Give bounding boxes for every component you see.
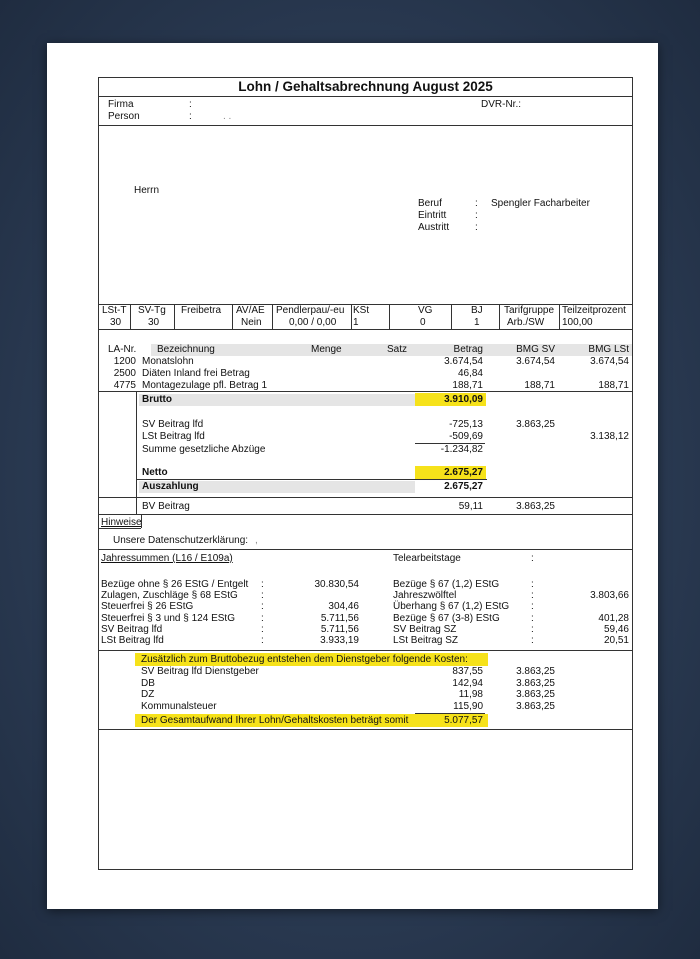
dvr-label: DVR-Nr.: [481, 99, 521, 110]
jahr-left-colon: : [261, 635, 264, 646]
jahr-left-value: 5.711,56 [320, 613, 359, 624]
jahr-right-label: SV Beitrag SZ [393, 624, 457, 635]
jahr-left-value: 304,46 [328, 601, 359, 612]
payslip-frame [98, 77, 633, 870]
col-bezeichnung: Bezeichnung [157, 344, 215, 355]
stat-header: SV-Tg [138, 305, 166, 316]
deduction-label: SV Beitrag lfd [142, 419, 204, 430]
row-betrag: 3.674,54 [444, 356, 483, 367]
stat-header: BJ [471, 305, 483, 316]
jahr-right-colon: : [531, 613, 534, 624]
row-bez: Monatslohn [142, 356, 194, 367]
austritt-colon: : [475, 222, 478, 233]
stat-value: 1 [353, 317, 359, 328]
employer-row-value: 115,90 [453, 701, 483, 712]
employer-row-label: SV Beitrag lfd Dienstgeber [141, 666, 259, 677]
deduction-betrag: -725,13 [449, 419, 483, 430]
stat-value: 0,00 / 0,00 [289, 317, 337, 328]
employer-row-bmg: 3.863,25 [516, 666, 555, 677]
deduction-bmgsv: 3.863,25 [516, 419, 555, 430]
stat-value: 30 [148, 317, 160, 328]
jahr-left-colon: : [261, 624, 264, 635]
col-bmg-sv: BMG SV [516, 344, 555, 355]
jahr-right-colon: : [531, 624, 534, 635]
jahr-right-label: Überhang § 67 (1,2) EStG [393, 601, 510, 612]
employer-row-label: Kommunalsteuer [141, 701, 217, 712]
jahr-right-value: 3.803,66 [590, 590, 629, 601]
eintritt-label: Eintritt [418, 210, 447, 221]
austritt-label: Austritt [418, 222, 450, 233]
beruf-colon: : [475, 198, 478, 209]
jahr-left-label: SV Beitrag lfd [101, 624, 163, 635]
employer-row-label: DZ [141, 689, 155, 700]
row-nr: 4775 [113, 380, 136, 391]
row-nr: 2500 [113, 368, 136, 379]
jahr-left-label: Bezüge ohne § 26 EStG / Entgelt [101, 579, 249, 590]
eintritt-colon: : [475, 210, 478, 221]
row-bmgsv: 3.674,54 [516, 356, 555, 367]
row-bmgsv: 188,71 [524, 380, 555, 391]
jahr-right-label: Jahreszwölftel [393, 590, 457, 601]
jahr-right-value: 401,28 [598, 613, 629, 624]
auszahlung-label: Auszahlung [142, 481, 199, 492]
col-betrag: Betrag [453, 344, 483, 355]
brutto-label: Brutto [142, 394, 172, 405]
col-menge: Menge [311, 344, 342, 355]
row-betrag: 188,71 [452, 380, 483, 391]
col-la-nr: LA-Nr. [108, 344, 137, 355]
jahr-left-colon: : [261, 613, 264, 624]
jahr-left-label: LSt Beitrag lfd [101, 635, 164, 646]
firma-colon: : [189, 99, 192, 110]
employer-total-label: Der Gesamtaufwand Ihrer Lohn/Gehaltskosten beträgt somit [141, 715, 409, 726]
stats-table [99, 304, 632, 329]
jahr-left-label: Steuerfrei § 26 EStG [101, 601, 194, 612]
stat-header: AV/AE [236, 305, 265, 316]
stat-header: KSt [353, 305, 370, 316]
telearbeit-colon: : [531, 553, 534, 564]
employer-row-bmg: 3.863,25 [516, 701, 555, 712]
jahr-left-colon: : [261, 590, 264, 601]
stat-header: VG [418, 305, 433, 316]
deduction-label: Summe gesetzliche Abzüge [142, 444, 266, 455]
employer-row-value: 142,94 [452, 678, 483, 689]
jahr-right-colon: : [531, 590, 534, 601]
row-bez: Diäten Inland frei Betrag [142, 368, 250, 379]
datenschutz-value: , [255, 535, 258, 546]
bv-value: 59,11 [458, 501, 483, 512]
auszahlung-value: 2.675,27 [444, 481, 483, 492]
bv-label: BV Beitrag [142, 501, 190, 512]
stat-value: 100,00 [562, 317, 593, 328]
employer-row-bmg: 3.863,25 [516, 678, 555, 689]
employer-row-label: DB [141, 678, 155, 689]
deduction-betrag: -509,69 [449, 431, 483, 442]
jahr-left-colon: : [261, 579, 264, 590]
jahr-left-value: 3.933,19 [320, 635, 359, 646]
jahr-right-colon: : [531, 579, 534, 590]
jahr-left-colon: : [261, 601, 264, 612]
stat-header: Teilzeitprozent [562, 305, 626, 316]
employer-row-value: 837,55 [452, 666, 483, 677]
jahr-right-label: LSt Beitrag SZ [393, 635, 459, 646]
row-bmglst: 3.674,54 [590, 356, 629, 367]
employer-row-value: 11,98 [458, 689, 483, 700]
page-title: Lohn / Gehaltsabrechnung August 2025 [238, 79, 493, 94]
stat-value: 30 [110, 317, 122, 328]
stat-header: Tarifgruppe [504, 305, 555, 316]
row-betrag: 46,84 [457, 368, 483, 379]
employer-intro: Zusätzlich zum Bruttobezug entstehen dem Dienstgeber folgende Kosten: [141, 654, 468, 665]
person-colon: : [189, 111, 192, 122]
jahr-left-value: 30.830,54 [314, 579, 359, 590]
row-nr: 1200 [113, 356, 136, 367]
stat-value: 0 [420, 317, 426, 328]
salutation: Herrn [134, 185, 160, 196]
payslip-sheet [47, 43, 658, 909]
col-satz: Satz [387, 344, 408, 355]
employer-total-value: 5.077,57 [444, 715, 483, 726]
jahr-right-label: Bezüge § 67 (1,2) EStG [393, 579, 500, 590]
row-bez: Montagezulage pfl. Betrag 1 [142, 380, 268, 391]
telearbeit-label: Telearbeitstage [393, 553, 461, 564]
jahr-right-label: Bezüge § 67 (3-8) EStG [393, 613, 500, 624]
jahr-right-value: 20,51 [603, 635, 629, 646]
jahressummen-label: Jahressummen (L16 / E109a) [101, 553, 233, 564]
stat-value: Nein [241, 317, 262, 328]
stat-header: Freibetra [181, 305, 222, 316]
jahr-right-colon: : [531, 601, 534, 612]
firma-label: Firma [108, 99, 134, 110]
jahr-left-label: Steuerfrei § 3 und § 124 EStG [101, 613, 235, 624]
deduction-bmglst: 3.138,12 [590, 431, 629, 442]
jahr-left-label: Zulagen, Zuschläge § 68 EStG [101, 590, 238, 601]
employer-row-bmg: 3.863,25 [516, 689, 555, 700]
person-label: Person [108, 111, 140, 122]
person-dots: . . [223, 111, 232, 122]
beruf-value: Spengler Facharbeiter [491, 198, 590, 209]
jahr-right-value: 59,46 [603, 624, 629, 635]
hinweise-label: Hinweise [101, 517, 142, 528]
bv-bmgsv: 3.863,25 [516, 501, 555, 512]
deduction-label: LSt Beitrag lfd [142, 431, 205, 442]
stat-value: 1 [474, 317, 480, 328]
stat-header: LSt-T [102, 305, 127, 316]
stat-header: Pendlerpau/-eu [276, 305, 345, 316]
jahr-left-value: 5.711,56 [320, 624, 359, 635]
deduction-betrag: -1.234,82 [440, 444, 483, 455]
datenschutz-label: Unsere Datenschutzerklärung: [113, 535, 249, 546]
beruf-label: Beruf [418, 198, 442, 209]
col-bmg-lst: BMG LSt [588, 344, 629, 355]
row-bmglst: 188,71 [598, 380, 629, 391]
netto-value: 2.675,27 [444, 467, 483, 478]
jahr-right-colon: : [531, 635, 534, 646]
brutto-value: 3.910,09 [444, 394, 483, 405]
stat-value: Arb./SW [507, 317, 545, 328]
netto-label: Netto [142, 467, 168, 478]
